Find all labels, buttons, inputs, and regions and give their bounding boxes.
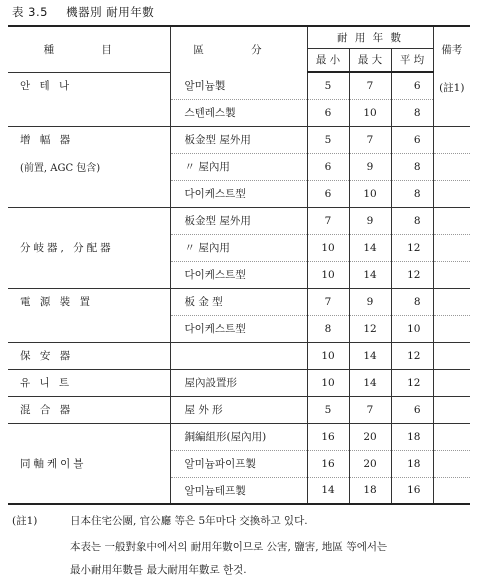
table-row (8, 369, 470, 396)
cell-remarks (433, 477, 470, 504)
cell-division: 銅編組形(屋內用) (170, 423, 307, 450)
cell-division: 〃 屋內用 (170, 153, 307, 180)
cell-min: 10 (307, 369, 349, 396)
cell-division: 板 金 型 (170, 288, 307, 315)
cell-remarks (433, 180, 470, 207)
cell-max: 9 (349, 288, 391, 315)
cell-avg: 6 (391, 126, 433, 153)
table-row (8, 423, 470, 450)
cell-division: 板金型 屋外用 (170, 207, 307, 234)
durability-table (8, 25, 470, 505)
cell-category (8, 261, 170, 288)
footnote-line-1: 日本住宅公團, 官公廳 等은 5年마다 交換하고 있다. (70, 515, 308, 527)
table-row (8, 234, 470, 261)
cell-category (8, 477, 170, 504)
cell-avg: 12 (391, 342, 433, 369)
table-row (8, 72, 470, 99)
cell-max: 12 (349, 315, 391, 342)
cell-min: 7 (307, 207, 349, 234)
header-max: 最 大 (349, 48, 391, 72)
cell-min: 14 (307, 477, 349, 504)
cell-min: 10 (307, 261, 349, 288)
table-row (8, 288, 470, 315)
cell-remarks (433, 234, 470, 261)
cell-min: 5 (307, 396, 349, 423)
cell-max: 14 (349, 369, 391, 396)
table-row (8, 396, 470, 423)
cell-remarks (433, 315, 470, 342)
cell-max: 14 (349, 234, 391, 261)
cell-avg: 8 (391, 180, 433, 207)
header-min: 最 小 (307, 48, 349, 72)
cell-remarks: (註1) (433, 72, 470, 126)
cell-category: 增 幅 器 (20, 134, 74, 147)
cell-min: 10 (307, 342, 349, 369)
cell-category: 電 源 裝 置 (20, 296, 94, 309)
cell-avg: 12 (391, 261, 433, 288)
cell-avg: 6 (391, 72, 433, 99)
cell-remarks (433, 396, 470, 423)
cell-division: 다이케스트型 (170, 315, 307, 342)
cell-max: 9 (349, 207, 391, 234)
table-row (8, 261, 470, 288)
cell-division: 알미늄製 (170, 72, 307, 99)
cell-remarks (433, 153, 470, 180)
cell-division: 알미늄파이프製 (170, 450, 307, 477)
cell-division (170, 342, 307, 369)
cell-avg: 8 (391, 288, 433, 315)
table-number: 表 3.5 (12, 5, 48, 19)
table-row (8, 477, 470, 504)
cell-min: 6 (307, 99, 349, 126)
table-row (8, 315, 470, 342)
cell-remarks (433, 342, 470, 369)
cell-avg: 8 (391, 99, 433, 126)
cell-min: 5 (307, 72, 349, 99)
cell-max: 10 (349, 99, 391, 126)
cell-division: 〃 屋內用 (170, 234, 307, 261)
cell-remarks (433, 369, 470, 396)
cell-division: 알미늄테프製 (170, 477, 307, 504)
header-avg: 平 均 (391, 48, 433, 72)
cell-category: 混 合 器 (8, 396, 170, 423)
cell-category: 同軸케이블 (20, 458, 87, 470)
cell-category: (前置, AGC 包含) (20, 163, 101, 174)
header-item: 種 目 (8, 26, 170, 72)
cell-max: 7 (349, 126, 391, 153)
cell-min: 16 (307, 423, 349, 450)
cell-max: 14 (349, 261, 391, 288)
table-row (8, 342, 470, 369)
cell-min: 10 (307, 234, 349, 261)
cell-category (8, 207, 170, 234)
cell-avg: 18 (391, 423, 433, 450)
footnote-1 (12, 513, 308, 528)
cell-max: 20 (349, 450, 391, 477)
header-years: 耐 用 年 數 (307, 26, 433, 48)
cell-division: 스텐레스製 (170, 99, 307, 126)
footnote-line-3: 最小耐用年數를 最大耐用年數로 한것. (70, 564, 247, 576)
cell-remarks (433, 288, 470, 315)
cell-max: 7 (349, 72, 391, 99)
cell-avg: 8 (391, 207, 433, 234)
cell-category: 유 니 트 (8, 369, 170, 396)
cell-max: 18 (349, 477, 391, 504)
table-row (8, 126, 470, 153)
cell-max: 20 (349, 423, 391, 450)
cell-min: 8 (307, 315, 349, 342)
cell-avg: 10 (391, 315, 433, 342)
cell-min: 6 (307, 153, 349, 180)
table-row (8, 450, 470, 477)
table-title: 機器別 耐用年數 (66, 5, 155, 19)
cell-min: 5 (307, 126, 349, 153)
cell-category (8, 180, 170, 207)
cell-avg: 8 (391, 153, 433, 180)
table-row (8, 180, 470, 207)
cell-division: 板金型 屋外用 (170, 126, 307, 153)
cell-max: 7 (349, 396, 391, 423)
cell-avg: 6 (391, 396, 433, 423)
cell-category: 分岐器, 分配器 (20, 242, 114, 254)
cell-avg: 12 (391, 369, 433, 396)
cell-category (8, 315, 170, 342)
table-row (8, 207, 470, 234)
footnote-label: (註1) (12, 515, 38, 527)
cell-remarks (433, 207, 470, 234)
header-remarks: 備考 (433, 26, 470, 72)
cell-division: 屋內設置形 (170, 369, 307, 396)
cell-avg: 16 (391, 477, 433, 504)
cell-category (8, 423, 170, 450)
cell-remarks (433, 450, 470, 477)
table-caption (12, 4, 154, 20)
cell-min: 6 (307, 180, 349, 207)
cell-division: 다이케스트型 (170, 261, 307, 288)
header-division: 區 分 (170, 26, 307, 72)
cell-remarks (433, 423, 470, 450)
cell-category (8, 99, 170, 126)
cell-min: 16 (307, 450, 349, 477)
cell-remarks (433, 261, 470, 288)
cell-max: 14 (349, 342, 391, 369)
cell-division: 다이케스트型 (170, 180, 307, 207)
cell-min: 7 (307, 288, 349, 315)
cell-category: 안 테 나 (20, 80, 73, 93)
table-row (8, 153, 470, 180)
table-row (8, 99, 470, 126)
footnote-line-2: 本表는 一般對象中에서의 耐用年數이므로 公害, 鹽害, 地區 等에서는 (70, 541, 388, 553)
cell-remarks (433, 126, 470, 153)
cell-category: 保 安 器 (8, 342, 170, 369)
cell-avg: 12 (391, 234, 433, 261)
cell-max: 9 (349, 153, 391, 180)
cell-division: 屋 外 形 (170, 396, 307, 423)
cell-max: 10 (349, 180, 391, 207)
cell-avg: 18 (391, 450, 433, 477)
